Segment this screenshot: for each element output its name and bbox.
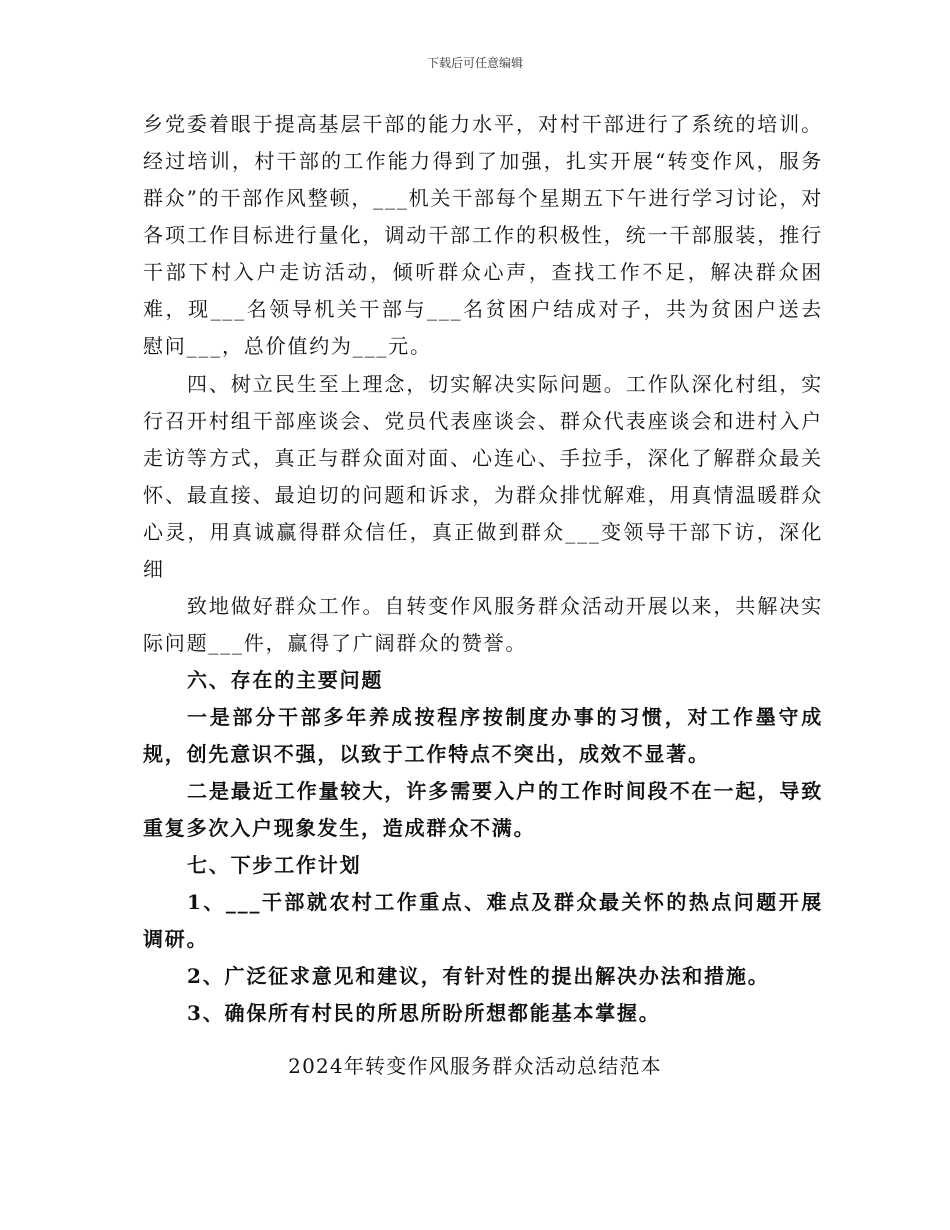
plan-item-1: 1、___干部就农村工作重点、难点及群众最关怀的热点问题开展调研。 <box>143 890 823 951</box>
plan-item-3: 3、确保所有村民的所思所盼所想都能基本掌握。 <box>187 1001 661 1025</box>
paragraph-section-four: 四、树立民生至上理念，切实解决实际问题。工作队深化村组，实行召开村组干部座谈会、党员代表座谈会、群众代表座谈会和进村入户走访等方式，真正与群众面对面、心连心、手拉手，深化了解群众最关怀、最直接、最迫切的问题和诉求，为群众排忧解难，用真情温暖群众心灵，用真诚赢得群众信任，真正做到群众___变领导干部下访，深化细 <box>143 372 823 581</box>
header-note: 下载后可任意编辑 <box>426 56 523 70</box>
heading-main-problems: 六、存在的主要问题 <box>187 668 384 692</box>
paragraph-problem-one: 一是部分干部多年养成按程序按制度办事的习惯，对工作墨守成规，创先意识不强，以致于工作特点不突出，成效不显著。 <box>143 705 823 766</box>
plan-item-2: 2、广泛征求意见和建议，有针对性的提出解决办法和措施。 <box>187 964 770 988</box>
paragraph-training: 乡党委着眼于提高基层干部的能力水平，对村干部进行了系统的培训。经过培训，村干部的工作能力得到了加强，扎实开展“转变作风，服务群众”的干部作风整顿，___机关干部每个星期五下午进行学习讨论，对各项工作目标进行量化，调动干部工作的积极性，统一干部服装，推行干部下村入户走访活动，倾听群众心声，查找工作不足，解决群众困难，现___名领导机关干部与___名贫困户结成对子，共为贫困户送去慰问___，总价值约为___元。 <box>143 112 823 358</box>
document-title: 2024年转变作风服务群众活动总结范本 <box>288 1054 662 1078</box>
paragraph-continuation: 致地做好群众工作。自转变作风服务群众活动开展以来，共解决实际问题___件，赢得了广阔群众的赞誉。 <box>143 594 823 655</box>
paragraph-problem-two: 二是最近工作量较大，许多需要入户的工作时间段不在一起，导致重复多次入户现象发生，造成群众不满。 <box>143 779 823 840</box>
heading-next-plan: 七、下步工作计划 <box>187 853 362 877</box>
document-body <box>143 106 823 1032</box>
